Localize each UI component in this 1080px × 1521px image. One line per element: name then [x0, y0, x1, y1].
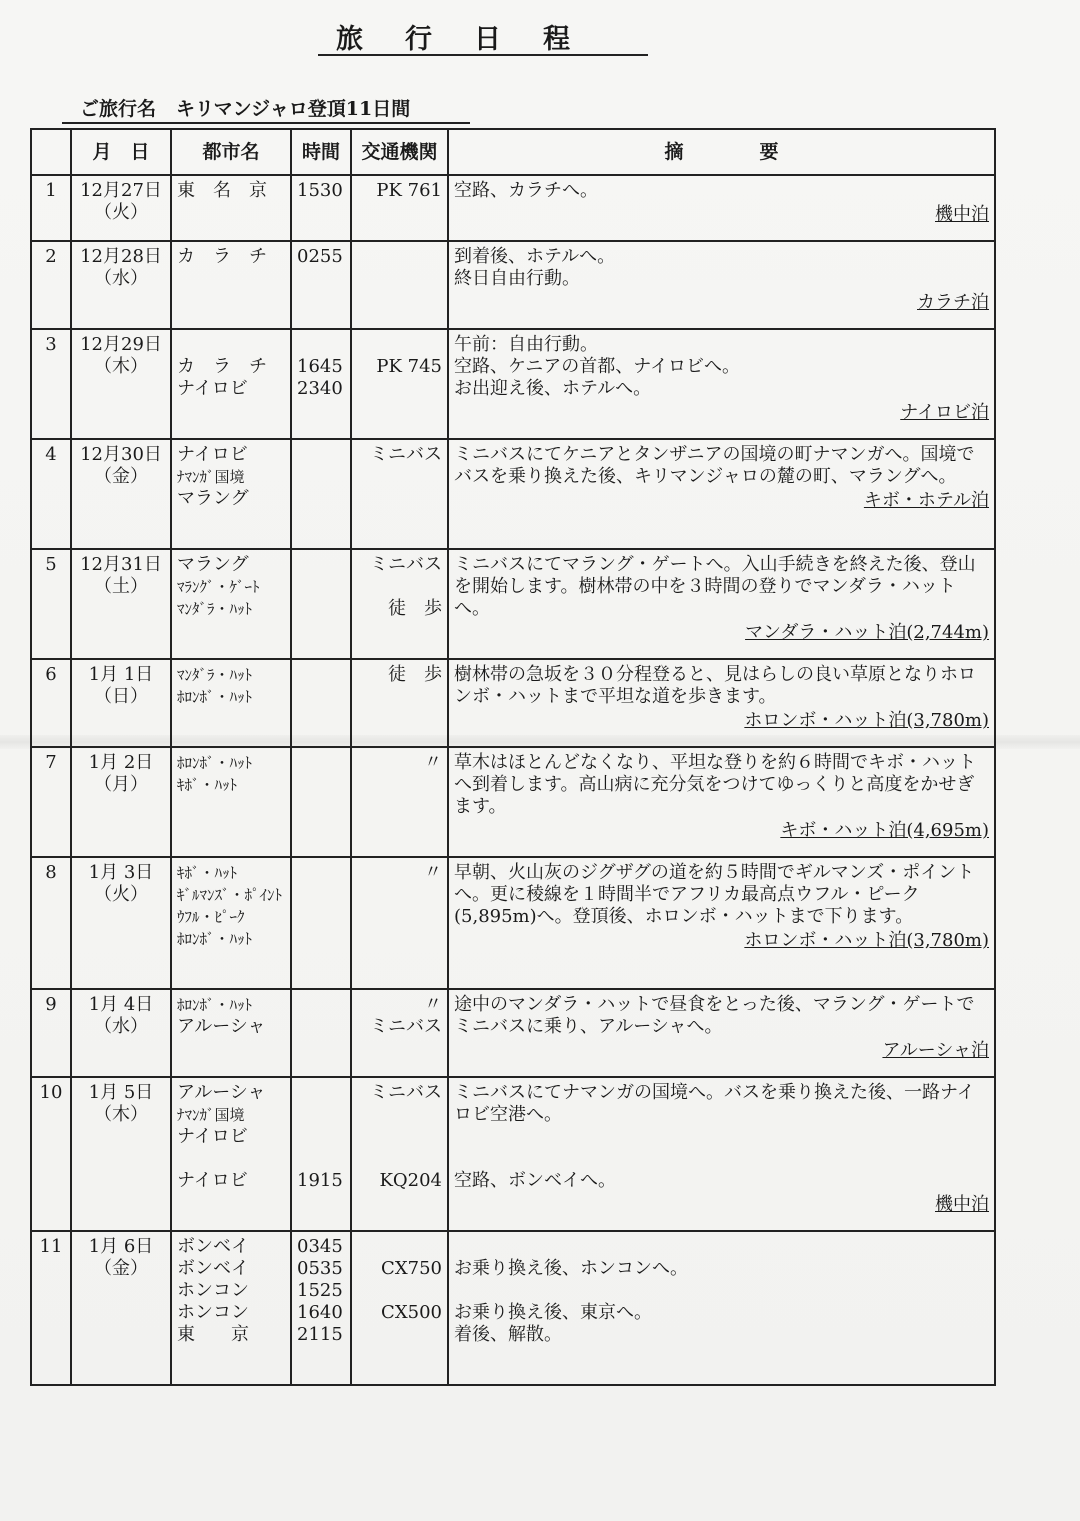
time-value	[297, 334, 345, 356]
tour-name-line	[62, 96, 470, 124]
transport-value: ミニバス	[370, 554, 442, 575]
transport-value	[357, 378, 442, 400]
date-text: 12月31日	[80, 554, 162, 575]
date-text: 12月30日	[80, 444, 162, 465]
cell-transport	[351, 1231, 448, 1385]
transport-value: KQ204	[379, 1170, 442, 1191]
city-name: ﾎﾛﾝﾎﾞ・ﾊｯﾄ	[177, 754, 253, 772]
cell-summary	[448, 329, 995, 439]
city-name: アルーシャ	[177, 1082, 266, 1103]
date-text: 1月 1日	[88, 664, 154, 685]
table-row	[31, 857, 995, 989]
cell-transport	[351, 1077, 448, 1231]
table-row	[31, 439, 995, 549]
date-text: 1月 4日	[88, 994, 154, 1015]
date-text: 1月 2日	[88, 752, 154, 773]
city-name: ﾎﾛﾝﾎﾞ・ﾊｯﾄ	[177, 930, 253, 948]
transport-value	[357, 1324, 442, 1346]
cell-city	[171, 1231, 291, 1385]
cell-date	[71, 659, 171, 747]
transport-value: ミニバス	[370, 444, 442, 465]
city-name: ｷﾞﾙﾏﾝｽﾞ・ﾎﾟｲﾝﾄ	[177, 886, 283, 904]
cell-city	[171, 549, 291, 659]
transport-value	[357, 334, 442, 356]
cell-time	[291, 747, 351, 857]
day-of-week: （日）	[94, 686, 148, 707]
transport-value: PK 745	[376, 356, 442, 377]
overnight-stay: ホロンボ・ハット泊(3,780m)	[744, 710, 989, 731]
transport-value: CX500	[381, 1302, 442, 1323]
table-row	[31, 747, 995, 857]
cell-city	[171, 747, 291, 857]
city-name: マラング	[177, 488, 249, 509]
summary-text: お出迎え後、ホテルへ。	[454, 378, 652, 399]
overnight-stay: アルーシャ泊	[882, 1040, 989, 1061]
city-name: 東 京	[177, 1324, 249, 1345]
summary-text: お乗り換え後、ホンコンへ。	[454, 1258, 688, 1279]
date-text: 1月 5日	[88, 1082, 154, 1103]
transport-value: CX750	[381, 1258, 442, 1279]
overnight-stay: キボ・ハット泊(4,695m)	[780, 820, 989, 841]
cell-time	[291, 659, 351, 747]
summary-text: 草木はほとんどなくなり、平坦な登りを約６時間でキボ・ハットへ到着します。高山病に充分気をつけてゆっくりと高度をかせぎます。	[454, 752, 976, 817]
time-value: 1640	[297, 1302, 343, 1323]
city-name	[177, 334, 285, 356]
overnight-stay: マンダラ・ハット泊(2,744m)	[745, 622, 989, 643]
cell-city	[171, 659, 291, 747]
cell-summary	[448, 241, 995, 329]
time-value	[297, 1148, 345, 1170]
table-header-row	[31, 129, 995, 175]
transport-value	[357, 246, 442, 268]
transport-value: 〃	[424, 862, 442, 883]
cell-summary	[448, 747, 995, 857]
city-name: ボンベイ	[177, 1258, 249, 1279]
city-name: ナイロビ	[177, 444, 248, 465]
cell-city	[171, 989, 291, 1077]
city-name: アルーシャ	[177, 1016, 266, 1037]
date-text: 12月29日	[80, 334, 162, 355]
cell-date	[71, 241, 171, 329]
city-name: ﾅﾏﾝｶﾞ国境	[177, 468, 245, 486]
cell-time	[291, 329, 351, 439]
time-value: 0345	[297, 1236, 343, 1257]
time-value	[297, 1126, 345, 1148]
cell-summary	[448, 1231, 995, 1385]
time-value	[297, 1082, 345, 1104]
summary-text: ミニバスにてケニアとタンザニアの国境の町ナマンガへ。国境でバスを乗り換えた後、キリマンジャロの麓の町、マラングへ。	[454, 444, 975, 487]
cell-transport	[351, 857, 448, 989]
time-value: 1645	[297, 356, 343, 377]
cell-date	[71, 329, 171, 439]
transport-value: PK 761	[376, 180, 442, 201]
summary-text: 途中のマンダラ・ハットで昼食をとった後、マラング・ゲートでミニバスに乗り、アルーシャへ。	[454, 994, 975, 1037]
cell-summary	[448, 989, 995, 1077]
time-value	[297, 554, 345, 576]
table-row	[31, 241, 995, 329]
transport-value: 〃	[424, 752, 442, 773]
overnight-stay: ホロンボ・ハット泊(3,780m)	[744, 930, 989, 951]
cell-summary	[448, 439, 995, 549]
cell-transport	[351, 175, 448, 241]
itinerary-table	[30, 128, 996, 1386]
cell-date	[71, 439, 171, 549]
city-name: カ ラ チ	[177, 246, 267, 267]
time-value	[297, 994, 345, 1016]
city-name: ボンベイ	[177, 1236, 249, 1257]
summary-text: 着後、解散。	[454, 1324, 562, 1345]
cell-time	[291, 989, 351, 1077]
time-value	[297, 444, 345, 466]
city-name: ナイロビ	[177, 378, 248, 399]
transport-value: 徒 歩	[388, 664, 442, 685]
city-name: カ ラ チ	[177, 356, 267, 377]
transport-value: 〃	[424, 994, 442, 1015]
transport-value	[357, 1236, 442, 1258]
city-name: ホンコン	[177, 1280, 249, 1301]
table-row	[31, 659, 995, 747]
city-name: マラング	[177, 554, 249, 575]
cell-day-number: 7	[31, 747, 71, 857]
cell-date	[71, 857, 171, 989]
overnight-stay: キボ・ホテル泊	[863, 490, 989, 511]
time-value	[297, 1104, 345, 1126]
day-of-week: （水）	[94, 1016, 148, 1037]
city-name: ﾅﾏﾝｶﾞ国境	[177, 1106, 245, 1124]
day-of-week: （火）	[94, 202, 148, 223]
cell-day-number: 11	[31, 1231, 71, 1385]
day-of-week: （金）	[94, 466, 148, 487]
cell-city	[171, 175, 291, 241]
city-name: ﾏﾗﾝｸﾞ・ｹﾞｰﾄ	[177, 578, 260, 596]
time-value: 0255	[297, 246, 343, 267]
day-of-week: （土）	[94, 576, 148, 597]
summary-text: 空路、ボンベイへ。	[454, 1170, 616, 1191]
summary-text: 午前：自由行動。	[454, 334, 598, 355]
cell-summary	[448, 175, 995, 241]
cell-transport	[351, 549, 448, 659]
cell-transport	[351, 329, 448, 439]
city-name: ｷﾎﾞ・ﾊｯﾄ	[177, 864, 238, 882]
cell-day-number: 8	[31, 857, 71, 989]
header-summary: 摘 要	[448, 129, 995, 175]
cell-day-number: 9	[31, 989, 71, 1077]
summary-text: ミニバスにてマラング・ゲートへ。入山手続きを終えた後、登山を開始します。樹林帯の中を３時間の登りでマンダラ・ハットへ。	[454, 554, 976, 619]
day-of-week: （木）	[94, 1104, 148, 1125]
time-value: 0535	[297, 1258, 343, 1279]
cell-day-number: 4	[31, 439, 71, 549]
date-text: 1月 6日	[88, 1236, 154, 1257]
table-row	[31, 175, 995, 241]
overnight-stay: 機中泊	[935, 204, 989, 225]
date-text: 1月 3日	[88, 862, 154, 883]
city-name: ナイロビ	[177, 1170, 248, 1191]
cell-day-number: 1	[31, 175, 71, 241]
cell-day-number: 10	[31, 1077, 71, 1231]
transport-value	[357, 1280, 442, 1302]
day-of-week: （金）	[94, 1258, 148, 1279]
transport-value	[357, 1126, 442, 1148]
cell-time	[291, 175, 351, 241]
transport-value	[357, 1104, 442, 1126]
cell-city	[171, 439, 291, 549]
overnight-stay: カラチ泊	[917, 292, 989, 313]
time-value	[297, 752, 345, 774]
tour-name: キリマンジャロ登頂11日間	[176, 98, 411, 120]
cell-time	[291, 439, 351, 549]
cell-time	[291, 241, 351, 329]
header-no	[31, 129, 71, 175]
city-name: ﾎﾛﾝﾎﾞ・ﾊｯﾄ	[177, 996, 253, 1014]
city-name: ナイロビ	[177, 1126, 248, 1147]
date-text: 12月28日	[80, 246, 162, 267]
cell-day-number: 2	[31, 241, 71, 329]
summary-text	[454, 1236, 989, 1258]
cell-transport	[351, 241, 448, 329]
cell-time	[291, 1077, 351, 1231]
header-time: 時間	[291, 129, 351, 175]
document-title: 旅行日程	[318, 26, 648, 56]
tour-label: ご旅行名	[80, 98, 157, 120]
table-row	[31, 549, 995, 659]
city-name: ﾏﾝﾀﾞﾗ・ﾊｯﾄ	[177, 600, 253, 618]
cell-transport	[351, 747, 448, 857]
summary-text: ミニバスにてナマンガの国境へ。バスを乗り換えた後、一路ナイロビ空港へ。	[454, 1082, 975, 1125]
day-of-week: （水）	[94, 268, 148, 289]
table-row	[31, 1231, 995, 1385]
time-value	[297, 862, 345, 884]
summary-text: お乗り換え後、東京へ。	[454, 1302, 652, 1323]
cell-city	[171, 857, 291, 989]
header-transport: 交通機関	[351, 129, 448, 175]
cell-time	[291, 549, 351, 659]
table-row	[31, 989, 995, 1077]
overnight-stay: 機中泊	[935, 1194, 989, 1215]
city-name: ﾎﾛﾝﾎﾞ・ﾊｯﾄ	[177, 688, 253, 706]
cell-city	[171, 241, 291, 329]
day-of-week: （木）	[94, 356, 148, 377]
time-value: 2340	[297, 378, 343, 399]
summary-text: 早朝、火山灰のジグザグの道を約５時間でギルマンズ・ポイントへ。更に稜線を１時間半でアフリカ最高点ウフル・ピーク(5,895m)へ。登頂後、ホロンボ・ハットまで下ります。	[454, 862, 975, 927]
city-name: ｷﾎﾞ・ﾊｯﾄ	[177, 776, 238, 794]
cell-day-number: 5	[31, 549, 71, 659]
summary-text: 空路、カラチへ。	[454, 180, 598, 201]
cell-day-number: 3	[31, 329, 71, 439]
cell-date	[71, 747, 171, 857]
cell-date	[71, 1231, 171, 1385]
time-value	[297, 664, 345, 686]
itinerary-body	[31, 175, 995, 1385]
cell-city	[171, 1077, 291, 1231]
header-date: 月 日	[71, 129, 171, 175]
cell-city	[171, 329, 291, 439]
transport-value: 徒 歩	[388, 598, 442, 619]
summary-text: 到着後、ホテルへ。	[454, 246, 616, 267]
city-name: 東 名 京	[177, 180, 267, 201]
transport-value: ミニバス	[370, 1082, 442, 1103]
time-value: 1530	[297, 180, 343, 201]
day-of-week: （火）	[94, 884, 148, 905]
transport-value	[357, 1148, 442, 1170]
summary-text	[454, 1126, 989, 1148]
city-name: ﾏﾝﾀﾞﾗ・ﾊｯﾄ	[177, 666, 253, 684]
cell-time	[291, 1231, 351, 1385]
transport-value: ミニバス	[370, 1016, 442, 1037]
transport-value	[357, 576, 442, 598]
date-text: 12月27日	[80, 180, 162, 201]
time-value: 1915	[297, 1170, 343, 1191]
city-name	[177, 1148, 285, 1170]
cell-summary	[448, 659, 995, 747]
overnight-stay: ナイロビ泊	[900, 402, 989, 423]
header-city: 都市名	[171, 129, 291, 175]
summary-text	[454, 1148, 989, 1170]
cell-time	[291, 857, 351, 989]
day-of-week: （月）	[94, 774, 148, 795]
cell-transport	[351, 659, 448, 747]
cell-day-number: 6	[31, 659, 71, 747]
city-name: ｳﾌﾙ・ﾋﾟｰｸ	[177, 908, 245, 926]
cell-date	[71, 175, 171, 241]
cell-summary	[448, 857, 995, 989]
summary-text: 空路、ケニアの首都、ナイロビへ。	[454, 356, 741, 377]
summary-text: 終日自由行動。	[454, 268, 580, 289]
cell-summary	[448, 549, 995, 659]
cell-transport	[351, 989, 448, 1077]
cell-transport	[351, 439, 448, 549]
table-row	[31, 1077, 995, 1231]
cell-date	[71, 549, 171, 659]
table-row	[31, 329, 995, 439]
summary-text	[454, 1280, 989, 1302]
cell-summary	[448, 1077, 995, 1231]
summary-text: 樹林帯の急坂を３０分程登ると、見はらしの良い草原となりホロンボ・ハットまで平坦な道を歩きます。	[454, 664, 976, 707]
time-value: 1525	[297, 1280, 343, 1301]
city-name: ホンコン	[177, 1302, 249, 1323]
cell-date	[71, 1077, 171, 1231]
time-value: 2115	[297, 1324, 343, 1345]
cell-date	[71, 989, 171, 1077]
